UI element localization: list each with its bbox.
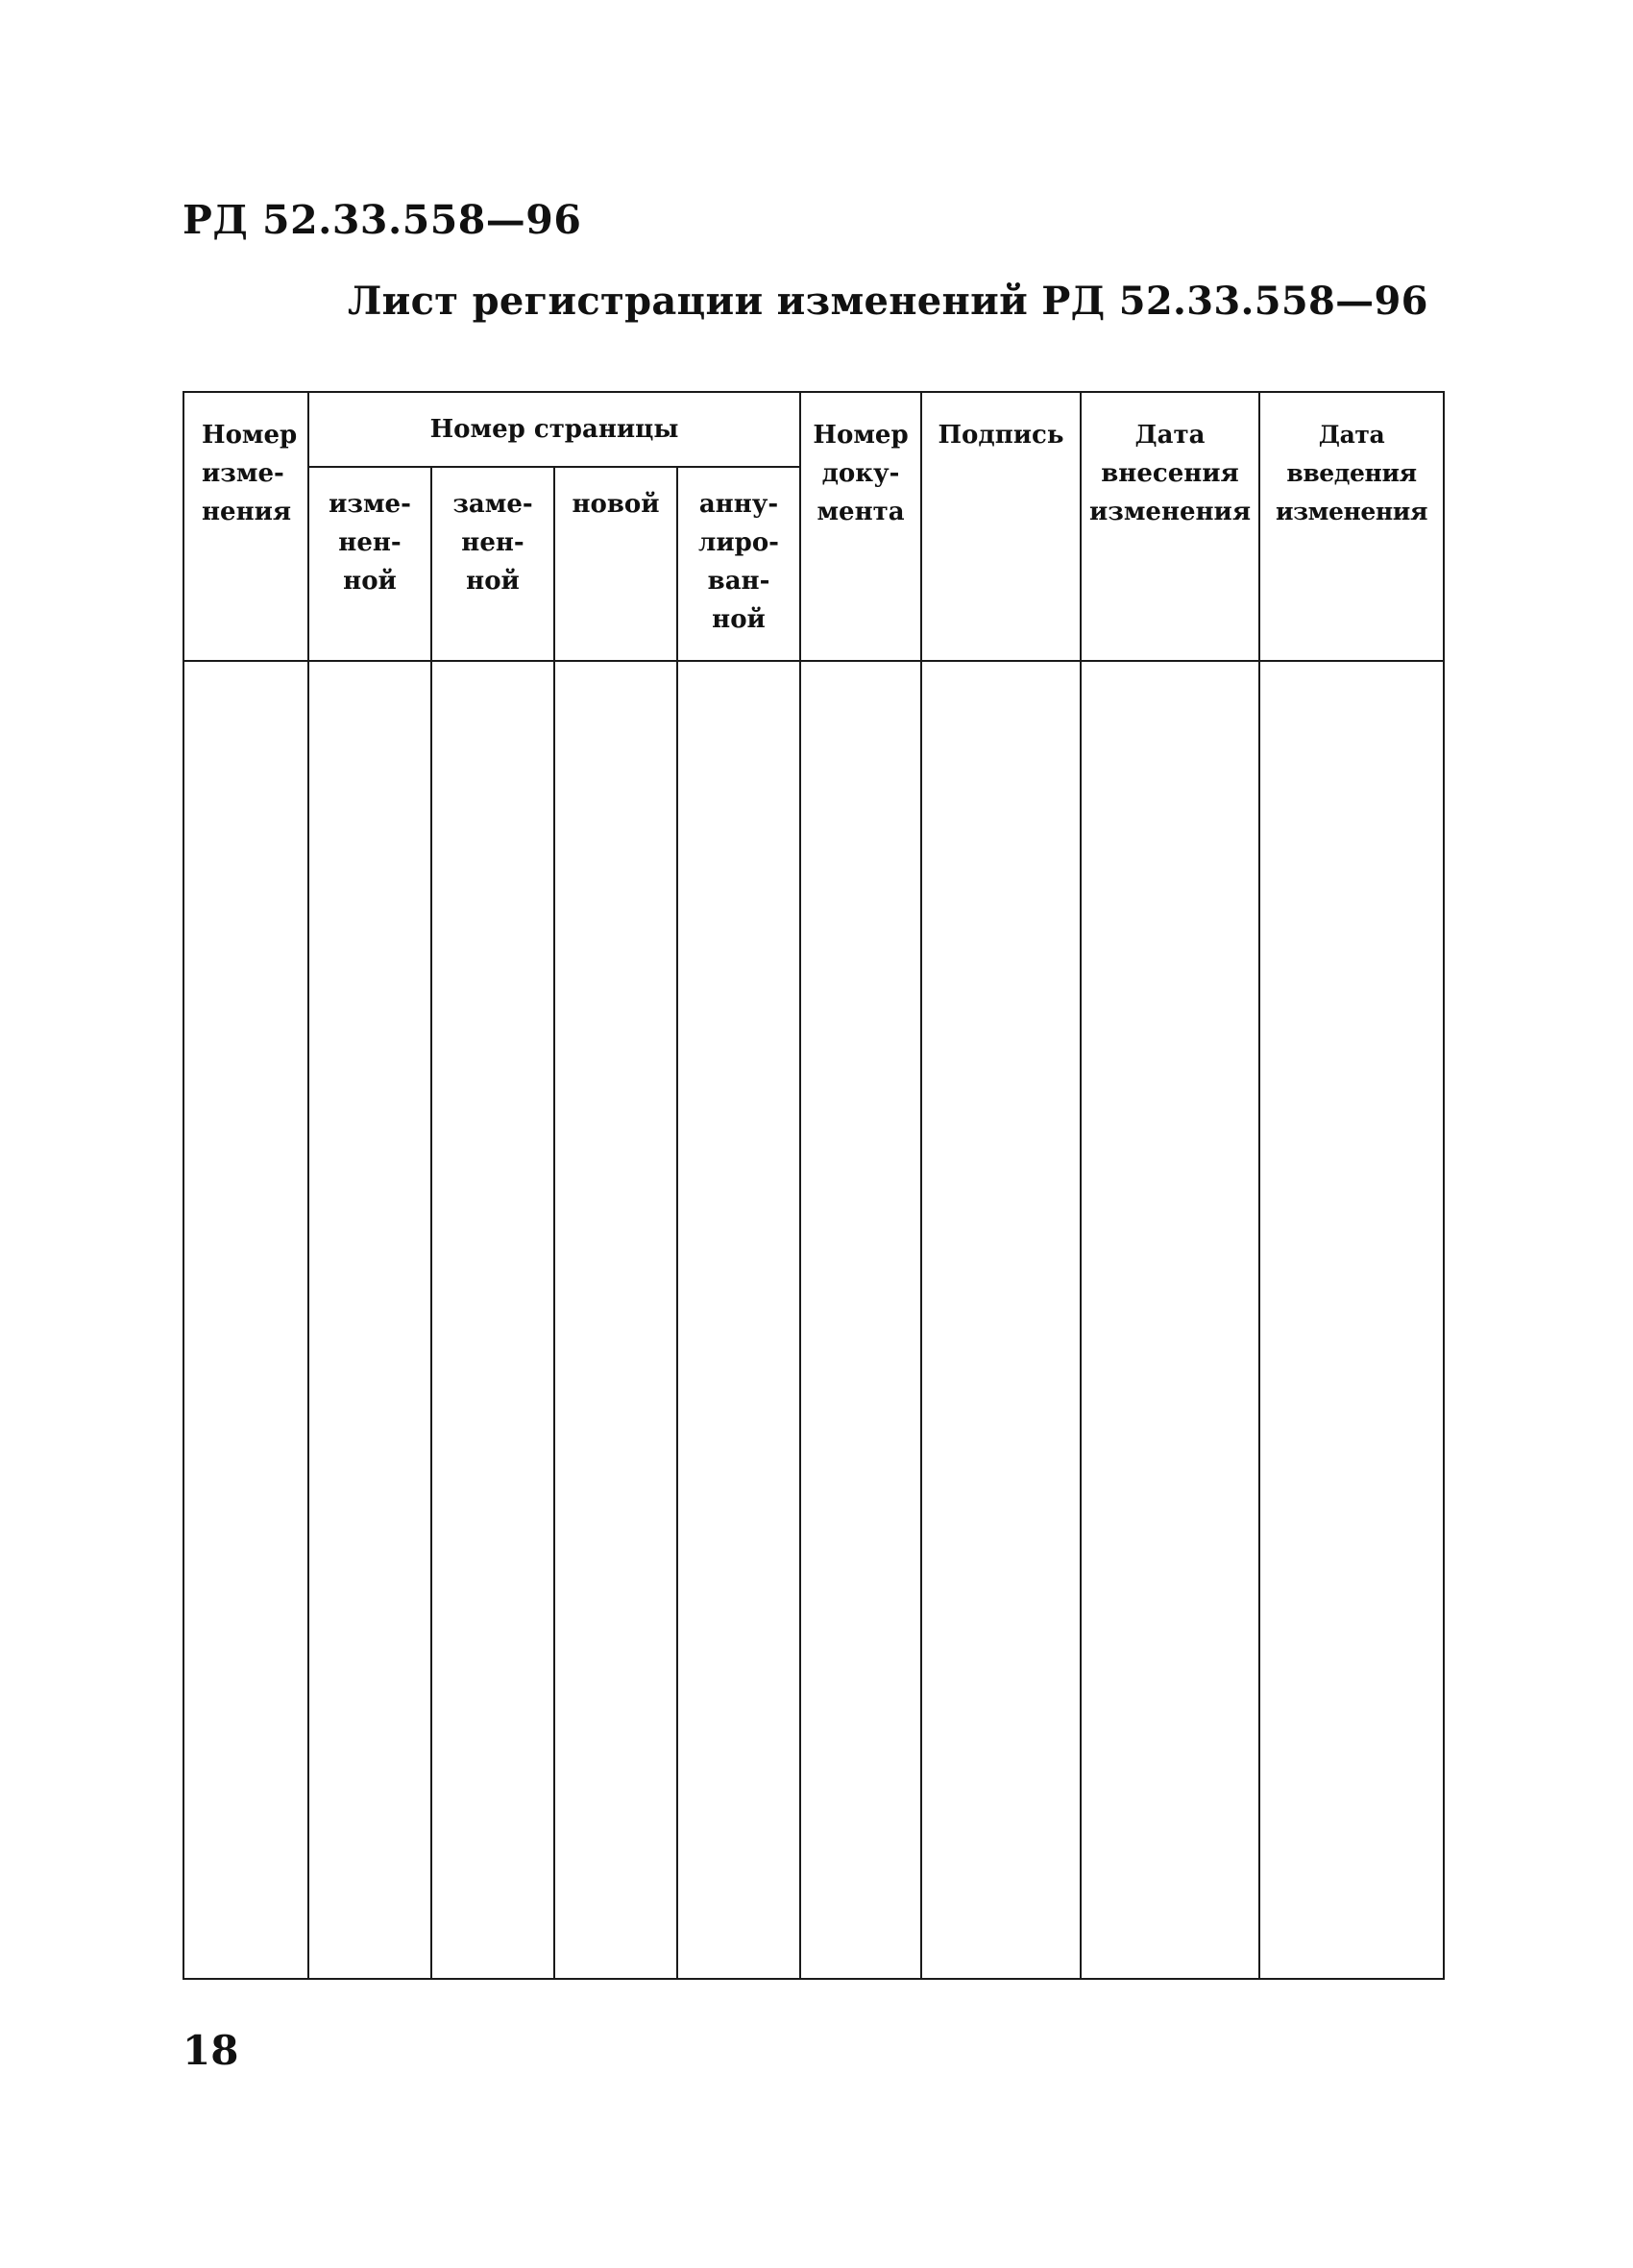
header-replaced-page: заме- нен- ной [431, 467, 554, 661]
header-document-number: Номер доку- мента [800, 392, 921, 661]
header-changed-page: изме- нен- ной [308, 467, 431, 661]
header-change-number: Номер изме- нения [183, 392, 308, 661]
page-number: 18 [183, 2027, 239, 2074]
change-registration-table [183, 391, 1445, 1980]
cell-changed-page [308, 661, 431, 1979]
header-new-page: новой [554, 467, 677, 661]
cell-new-page [554, 661, 677, 1979]
cell-cancelled-page [677, 661, 800, 1979]
header-effective-date: Дата введения изменения [1259, 392, 1444, 661]
cell-signature [921, 661, 1081, 1979]
sheet-title: Лист регистрации изменений РД 52.33.558—96 [348, 279, 1428, 324]
cell-effective-date [1259, 661, 1444, 1979]
cell-entry-date [1081, 661, 1259, 1979]
document-code: РД 52.33.558—96 [183, 197, 582, 243]
cell-replaced-page [431, 661, 554, 1979]
header-entry-date: Дата внесения изменения [1081, 392, 1259, 661]
header-signature: Подпись [921, 392, 1081, 661]
cell-change-number [183, 661, 308, 1979]
table-row [183, 661, 1444, 1979]
cell-document-number [800, 661, 921, 1979]
header-page-number-group: Номер страницы [308, 392, 800, 467]
header-cancelled-page: анну- лиро- ван- ной [677, 467, 800, 661]
